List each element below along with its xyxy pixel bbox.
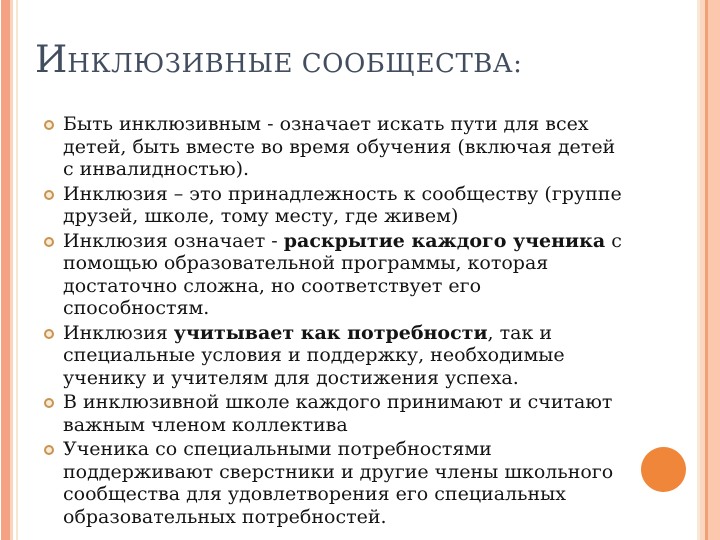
left-border-accent-line: [16, 0, 18, 540]
bullet-text: Быть инклюзивным - означает искать пути для всех детей, быть вместе во время обучения (включая детей с инвалидностью).: [63, 113, 616, 180]
bullet-icon: [44, 398, 54, 408]
bullet-text: В инклюзивной школе каждого принимают и считают важным членом коллектива: [63, 391, 613, 436]
bullet-icon: [44, 120, 54, 130]
right-border-peach-stripe: [708, 0, 720, 540]
list-item: [44, 113, 624, 181]
list-item: [44, 438, 624, 528]
left-border-stripe: [1, 0, 10, 540]
list-item: [44, 230, 624, 320]
slide-title-smallcaps-text: НКЛЮЗИВНЫЕ СООБЩЕСТВА:: [67, 49, 523, 79]
bullet-icon: [44, 190, 54, 200]
list-item: [44, 322, 624, 390]
left-border-fade-stripe: [10, 0, 13, 540]
bullet-text: Инклюзия означает - раскрытие каждого ученика с помощью образовательной программы, которая достаточно сложна, но соответствует его способностям.: [63, 229, 622, 319]
list-item: [44, 391, 624, 436]
bullet-text: Инклюзия – это принадлежность к сообществу (группе друзей, школе, тому месту, где живем): [63, 182, 622, 227]
bullet-list: [44, 113, 624, 528]
accent-circle-decoration: [641, 447, 686, 492]
list-item: [44, 183, 624, 228]
slide-title-lead-letter: И: [35, 38, 68, 81]
bullet-icon: [44, 445, 54, 455]
slide-title: [35, 38, 522, 82]
slide-body: [44, 113, 624, 530]
bullet-text: Ученика со специальными потребностями поддерживают сверстники и другие члены школьного сообщества для удовлетворения его специальных образовательных потребностей.: [63, 438, 614, 528]
bullet-text: Инклюзия учитывает как потребности, так и специальные условия и поддержку, необходимые ученику и учителям для достижения успеха.: [63, 321, 565, 389]
bullet-icon: [44, 237, 54, 247]
bullet-icon: [44, 329, 54, 339]
